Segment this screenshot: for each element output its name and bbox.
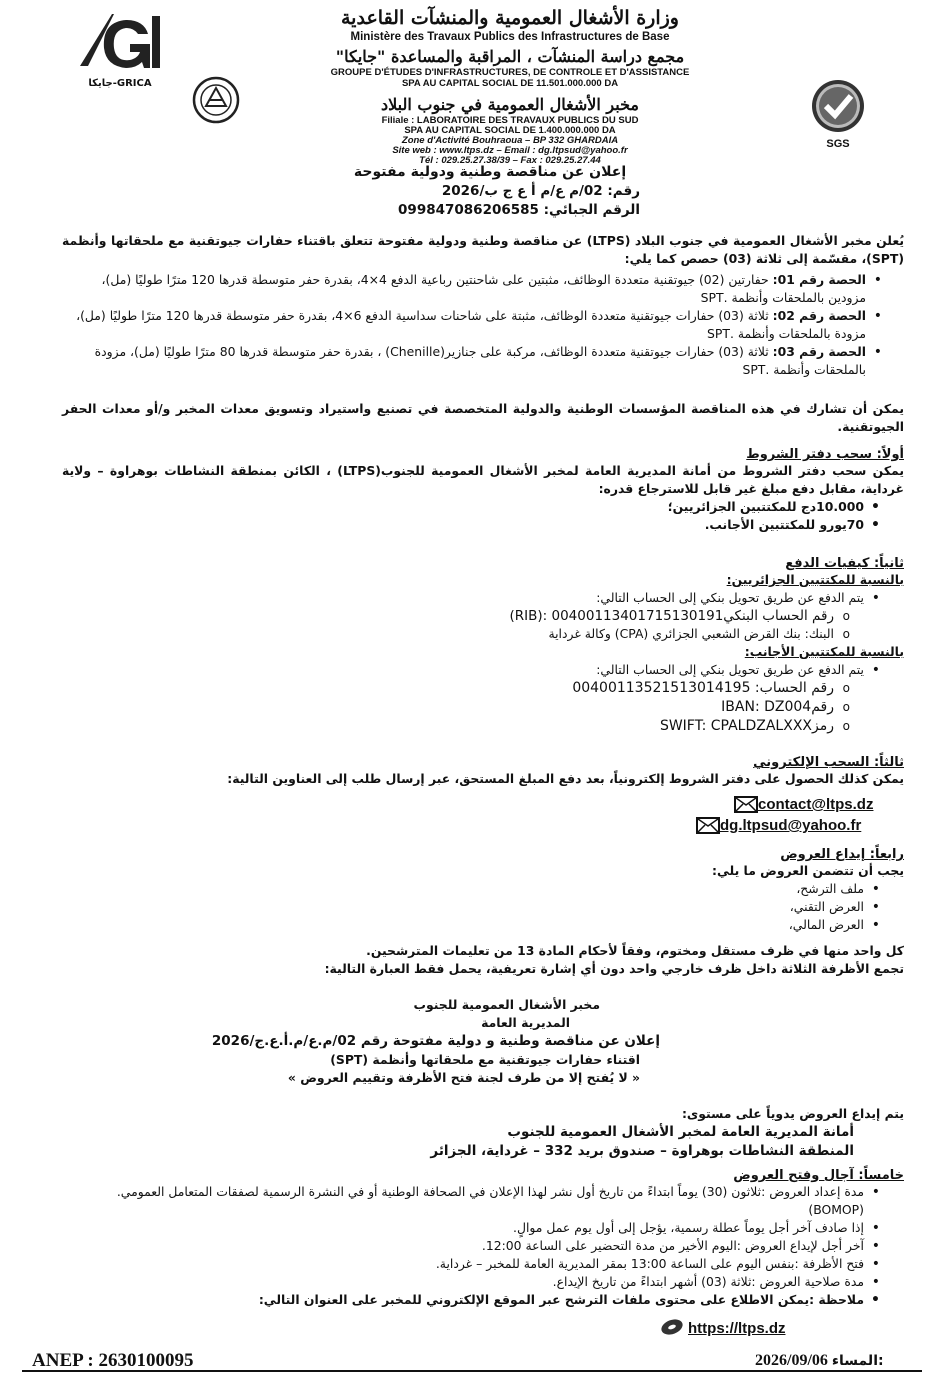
deposit-location bbox=[62, 1105, 904, 1161]
envelope-line: المديرية العامة bbox=[481, 1015, 570, 1030]
section-payment bbox=[62, 556, 904, 736]
envelope-line: مخبر الأشغال العمومية للجنوب bbox=[413, 997, 600, 1012]
website-link-row[interactable] bbox=[660, 1318, 786, 1339]
lab-filiale: Filiale : LABORATOIRE DES TRAVAUX PUBLICS DU SUD bbox=[381, 115, 639, 126]
section-deposit bbox=[62, 847, 904, 978]
envelope-line: « لا يُفتح إلا من طرف لجنة فتح الأظرفة وتقييم العروض » bbox=[287, 1070, 640, 1085]
deadline-item: • آخر أجل لإيداع العروض :اليوم الأخير من مدة التحضير على الساعة 12:00. bbox=[62, 1237, 864, 1255]
email-contact[interactable] bbox=[728, 794, 873, 813]
envelope-line: إعلان عن مناقصة وطنية و دولية مفتوحة رقم 02/م.ع/م.أ.ع.ج/2026 bbox=[211, 1033, 660, 1049]
grica-logo-text: GRICA-جايكا bbox=[88, 78, 152, 89]
foreign-iban: o رقمIBAN: DZ004 bbox=[62, 698, 834, 717]
fee-item: • 70يورو للمكتتبين الأجانب. bbox=[62, 516, 864, 534]
lot-label: الحصة رقم 03: bbox=[772, 344, 866, 359]
lot-item bbox=[62, 343, 866, 379]
foreign-transfer: • يتم الدفع عن طريق تحويل بنكي إلى الحساب التالي: bbox=[62, 661, 864, 679]
section-specifications bbox=[62, 447, 904, 534]
lots-list bbox=[62, 271, 884, 379]
section-4-title: رابعاً: إيداع العروض bbox=[780, 847, 904, 862]
lot-label: الحصة رقم 02: bbox=[772, 308, 866, 323]
lab-zone: Zone d'Activité Bouhraoua – BP 332 GHARDAIA bbox=[401, 135, 619, 146]
envelope-icon bbox=[734, 796, 758, 813]
section-5-title: خامساً: آجال وفتح العروض bbox=[733, 1168, 904, 1183]
offer-item: • العرض المالي، bbox=[62, 916, 864, 934]
grica-logo bbox=[74, 8, 166, 89]
deposit-line: أمانة المديرية العامة لمخبر الأشغال العمومية للجنوب bbox=[507, 1124, 854, 1140]
lot-text: حفارتين (02) جيوتقنية متعددة الوظائف، مثبتين على شاحنتين رباعية الدفع 4×4، بقدرة حفر متوسطة قدرها 120 مترًا طوليًا (مل)، مزودين بالملحقات وأنظمة .SPT bbox=[101, 272, 866, 305]
envelope-line: اقتناء حفارات جيوتقنية مع ملحقاتها وأنظمة (SPT) bbox=[330, 1052, 640, 1067]
lot-item bbox=[62, 307, 866, 343]
group-ar: مجمع دراسة المنشآت ، المراقبة والمساعدة "جايكا" bbox=[335, 47, 685, 66]
local-title: بالنسبة للمكتتبين الجزائريين: bbox=[726, 572, 904, 587]
lab-capital: SPA AU CAPITAL SOCIAL DE 1.400.000.000 DA bbox=[404, 125, 616, 136]
section-3-text: يمكن كذلك الحصول على دفتر الشروط إلكترونياً، بعد دفع المبلغ المستحق، عبر إرسال طلب إلى العناوين التالية: bbox=[227, 771, 904, 786]
lot-item bbox=[62, 271, 866, 307]
local-bank: o البنك: بنك القرض الشعبي الجزائري (CPA) وكالة غرداية bbox=[62, 625, 834, 643]
lot-text: ثلاثة (03) حفارات جيوتقنية متعددة الوظائف، مركبة على جنازير(Chenille) ، بقدرة حفر متوسطة قدرها 80 مترًا طوليًا (مل)، مزودة بالملحقات وأنظمة .SPT bbox=[94, 344, 866, 377]
ministry-ar: وزارة الأشغال العمومية والمنشآت القاعدية bbox=[341, 7, 679, 29]
website-link[interactable]: https://ltps.dz bbox=[688, 1320, 786, 1337]
local-account: o رقم الحساب البنكي00400113401715130191 :(RIB) bbox=[62, 607, 834, 625]
deadline-item: • إذا صادف آخر أجل يوماً عطلة رسمية، يؤجل إلى أول يوم عمل موالٍ. bbox=[62, 1219, 864, 1237]
offer-item: • العرض التقني، bbox=[62, 898, 864, 916]
link-icon bbox=[660, 1319, 684, 1339]
fee-item: • 10.000دج للمكتتبين الجزائريين؛ bbox=[62, 498, 864, 516]
ministry-fr: Ministère des Travaux Publics des Infrastructures de Base bbox=[350, 31, 670, 43]
group-fr: GROUPE D'ÉTUDES D'INFRASTRUCTURES, DE CONTROLE ET D'ASSISTANCE bbox=[330, 67, 690, 78]
anep-number: ANEP : 2630100095 bbox=[32, 1350, 194, 1371]
section-3-title: ثالثاً: السحب الإلكتروني bbox=[753, 755, 904, 770]
email-link[interactable]: contact@ltps.dz bbox=[758, 796, 874, 813]
deposit-intro: يتم إيداع العروض يدوياً على مستوى: bbox=[681, 1106, 904, 1121]
lab-ar: مخبر الأشغال العمومية في جنوب البلاد bbox=[381, 95, 639, 114]
group-capital: SPA AU CAPITAL SOCIAL DE 11.501.000.000 DA bbox=[401, 78, 619, 89]
section-4-note1: كل واحد منها في ظرف مستقل ومختوم، وفقاً لأحكام المادة 13 من تعليمات المترشحين. bbox=[366, 943, 904, 958]
tax-label: الرقم الجبائي: bbox=[543, 202, 640, 218]
local-transfer: • يتم الدفع عن طريق تحويل بنكي إلى الحساب التالي: bbox=[62, 589, 864, 607]
date-label: المساء: bbox=[831, 1353, 884, 1369]
lot-text: ثلاثة (03) حفارات جيوتقنية متعددة الوظائف، مثبتة على شاحنات سداسية الدفع 6×4، بقدرة حفر متوسطة قدرها 120 مترًا طوليًا (مل)، مزودة بالملحقات وأنظمة .SPT bbox=[76, 308, 866, 341]
grica-logo-icon bbox=[74, 8, 166, 74]
lab-tel: Tél : 029.25.27.38/39 – Fax : 029.25.27.44 bbox=[419, 155, 601, 166]
section-1-title: أولاً: سحب دفتر الشروط bbox=[746, 447, 904, 462]
letterhead bbox=[200, 6, 820, 89]
foreign-swift: o رمزSWIFT: CPALDZALXXX bbox=[62, 717, 834, 736]
section-4-intro: يجب أن تتضمن العروض ما يلي: bbox=[712, 863, 904, 878]
publication-date bbox=[755, 1352, 884, 1370]
section-2-title: ثانياً: كيفيات الدفع bbox=[785, 556, 904, 571]
offer-item: • ملف الترشح، bbox=[62, 880, 864, 898]
lot-label: الحصة رقم 01: bbox=[772, 272, 866, 287]
tax-line bbox=[300, 201, 680, 220]
announcement-title: إعلان عن مناقصة وطنية ودولية مفتوحة bbox=[353, 164, 627, 180]
section-1-text: يمكن سحب دفتر الشروط من أمانة المديرية العامة لمخبر الأشغال العمومية للجنوب(LTPS) ، الكائن بمنطقة النشاطات بوهراوة – ولاية غرداية، مقابل دفع مبلغ غير قابل للاسترجاع قدره: bbox=[62, 463, 904, 496]
announcement-ref: رقم: 02/م ع/م أ ع ج ب/2026 bbox=[441, 183, 640, 199]
intro-paragraph: يُعلن مخبر الأشغال العمومية في جنوب البلاد (LTPS) عن مناقصة وطنية ودولية مفتوحة تتعلق باقتناء حفارات جيوتقنية مع ملحقاتها وأنظمة (SPT)، مقسّمة إلى ثلاثة (03) حصص كما يلي: bbox=[62, 233, 904, 266]
section-electronic bbox=[62, 755, 904, 788]
deadline-item: • ملاحظة :يمكن الاطلاع على محتوى ملفات الترشح عبر الموقع الإلكتروني للمخبر على العنوان التالي: bbox=[62, 1291, 864, 1309]
foreign-account: o رقم الحساب: 00400113521513014195 bbox=[62, 679, 834, 698]
lab-letterhead bbox=[250, 95, 770, 166]
deposit-line: المنطقة النشاطات بوهراوة – صندوق بريد 332 – غرداية، الجزائر bbox=[430, 1143, 854, 1159]
email-dg[interactable] bbox=[690, 815, 861, 834]
tax-number: 099847086206585 bbox=[398, 202, 539, 218]
email-link[interactable]: dg.ltpsud@yahoo.fr bbox=[720, 817, 862, 834]
envelope-icon bbox=[696, 817, 720, 834]
deadline-item: • مدة صلاحية العروض :ثلاثة (03) أشهر ابتداءً من تاريخ الإيداع. bbox=[62, 1273, 864, 1291]
foreign-title: بالنسبة للمكتتبين الأجانب: bbox=[744, 644, 904, 659]
lab-site: Site web : www.ltps.dz – Email : dg.ltpsud@yahoo.fr bbox=[392, 145, 628, 156]
deadline-item: • فتح الأظرفة :بنفس اليوم على الساعة 13:00 بمقر المديرية العامة للمخبر – غرداية. bbox=[62, 1255, 864, 1273]
envelope-inscription bbox=[200, 996, 660, 1087]
announcement-title-block bbox=[300, 163, 680, 220]
date-value: 2026/09/06 bbox=[755, 1352, 828, 1369]
section-deadlines bbox=[62, 1168, 904, 1309]
eligibility-paragraph: يمكن أن تشارك في هذه المناقصة المؤسسات الوطنية والدولية المتخصصة في تصنيع واستيراد وتسويق معدات المخبر و/أو معدات الحفر الجيوتقنية. bbox=[62, 401, 904, 434]
section-4-note2: تجمع الأظرفة الثلاثة داخل ظرف خارجي واحد دون أي إشارة تعريفية، يحمل فقط العبارة التالية: bbox=[324, 961, 904, 976]
sgs-label: SGS bbox=[826, 138, 850, 150]
deadline-item: • مدة إعداد العروض :ثلاثون (30) يوماً ابتداءً من تاريخ أول نشر لهذا الإعلان في الصحافة الوطنية أو في النشرة الرسمية لصفقات المتعامل العمومي.(BOMOP) bbox=[62, 1183, 864, 1219]
